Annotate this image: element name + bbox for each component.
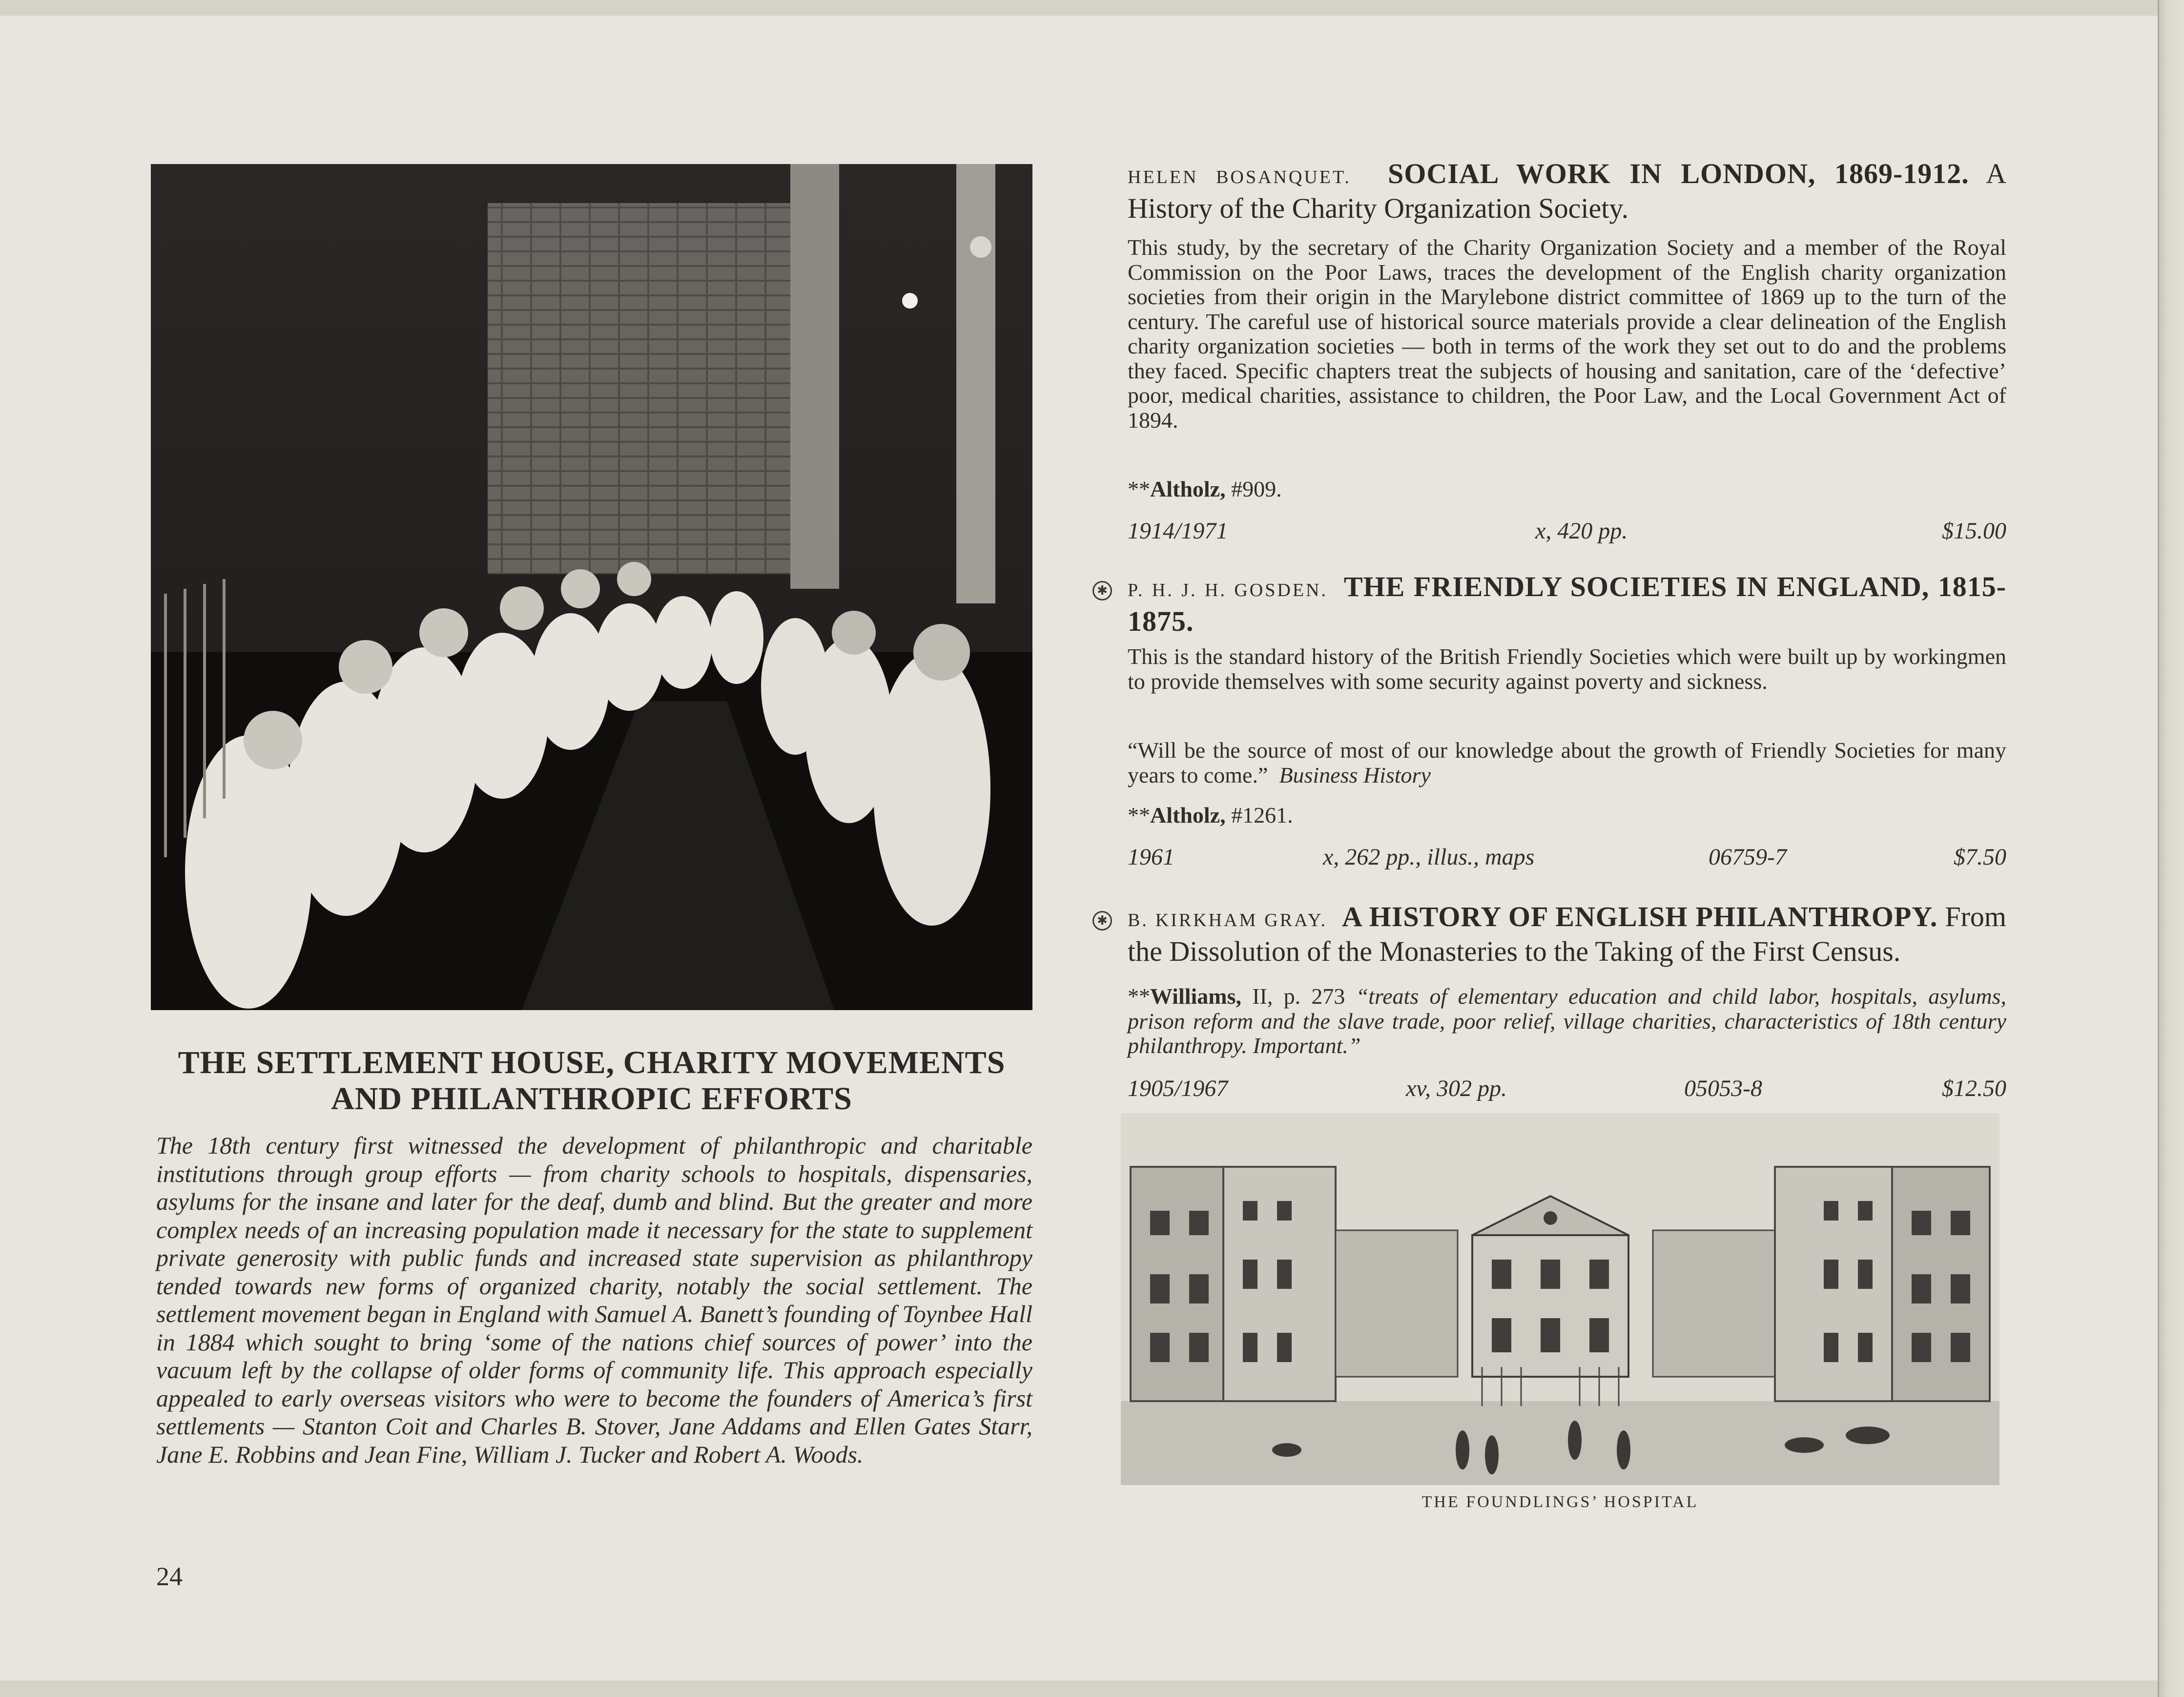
entry-2-isbn: 06759-7	[1709, 844, 1787, 870]
children-praying-photo	[151, 164, 1032, 1010]
entry-3-isbn: 05053-8	[1684, 1076, 1762, 1101]
entry-1-price: $15.00	[1942, 518, 2006, 544]
entry-2-pages: x, 262 pp., illus., maps	[1323, 844, 1535, 870]
entry-3-price: $12.50	[1942, 1076, 2006, 1101]
entry-1-publication-row	[1128, 517, 2006, 545]
entry-3-heading	[1128, 901, 2006, 967]
entry-3-publication-row	[1128, 1075, 2006, 1102]
section-intro-text: The 18th century first witnessed the development of philanthropic and charitable institutions through group efforts — from charity schools to hospitals, dispensaries, asylums for the insane and later for the deaf, dumb and blind. But the greater and more complex needs of an increasing population made it necessary for the state to supplement private generosity with public funds and increased state supervision as philanthropy tended towards new forms of organized charity, notably the social settlement. The settlement movement began in England with Samuel A. Banett’s founding of Toynbee Hall in 1884 which sought to bring ‘some of the nations chief sources of power’ into the vacuum left by the collapse of older forms of community life. This approach especially appealed to early overseas visitors who were to become the founders of America’s first settlements — Stanton Coit and Charles B. Stover, Jane Addams and Ellen Gates Starr, Jane E. Robbins and Jean Fine, William J. Tucker and Robert A. Woods.	[156, 1132, 1032, 1468]
page-number: 24	[156, 1562, 183, 1591]
entry-1-reference: **Altholz, #909.	[1128, 476, 1282, 501]
entry-1-author: HELEN BOSANQUET.	[1128, 167, 1351, 187]
entry-2-publication-row	[1128, 844, 2006, 871]
entry-3-reference: **Williams, II, p. 273 “treats of elementary education and child labor, hospitals, asylums, prison reform and the slave trade, poor relief, village charities, characteristics of 18th century philanthropy. Important.”	[1128, 984, 2007, 1058]
entry-2-price: $7.50	[1954, 844, 2006, 870]
foundlings-hospital-engraving	[1121, 1113, 1999, 1485]
entry-2-description: This is the standard history of the British Friendly Societies which were built up by workingmen to provide themselves with some security against poverty and sickness.	[1128, 644, 2006, 694]
entry-2-author: P. H. J. H. GOSDEN.	[1128, 580, 1328, 600]
new-title-marker-icon: ✱	[1092, 911, 1112, 931]
entry-2-quote: “Will be the source of most of our knowledge about the growth of Friendly Societies for many years to come.”	[1128, 738, 2006, 787]
entry-2-heading	[1128, 571, 2006, 637]
entry-1-heading	[1128, 158, 2006, 224]
section-title	[151, 1045, 1032, 1117]
entry-1-year: 1914/1971	[1128, 518, 1228, 544]
entry-1-subtitle: A History of the Charity Organization Society.	[1128, 158, 2007, 224]
entry-3-reference-quote: “treats of elementary education and child labor, hospitals, asylums, prison reform and the slave trade, poor relief, village charities, characteristics of 18th century philanthropy. Important.”	[1128, 984, 2007, 1058]
entry-1-title: SOCIAL WORK IN LONDON, 1869-1912.	[1387, 158, 1969, 189]
entry-2-title: THE FRIENDLY SOCIETIES IN ENGLAND, 1815-1875.	[1128, 571, 2007, 637]
entry-2-year: 1961	[1128, 844, 1174, 870]
page-edge	[2158, 0, 2184, 1697]
entry-1-description: This study, by the secretary of the Charity Organization Society and a member of the Royal Commission on the Poor Laws, traces the development of the English charity organization societies from their origin in the Marylebone district committee of 1869 up to the turn of the century. The careful use of historical source materials provide a clear delineation of the English charity organization societies — both in terms of the work they set out to do and the problems they faced. Specific chapters treat the subjects of housing and sanitation, care of the ‘defective’ poor, medical charities, assistance to children, the Poor Law, and the Local Government Act of 1894.	[1128, 235, 2006, 433]
section-title-line1: THE SETTLEMENT HOUSE, CHARITY MOVEMENTS	[178, 1045, 1006, 1080]
entry-2-review	[1128, 738, 2006, 787]
engraving-caption: THE FOUNDLINGS’ HOSPITAL	[1422, 1493, 1699, 1511]
entry-3-year: 1905/1967	[1128, 1076, 1228, 1101]
entry-3-author: B. KIRKHAM GRAY.	[1128, 910, 1328, 931]
entry-3-pages: xv, 302 pp.	[1406, 1076, 1507, 1101]
entry-3-title: A HISTORY OF ENGLISH PHILANTHROPY.	[1342, 901, 1938, 932]
entry-1-pages: x, 420 pp.	[1535, 518, 1628, 544]
entry-2-quote-source: Business History	[1279, 762, 1431, 787]
section-title-line2: AND PHILANTHROPIC EFFORTS	[331, 1081, 852, 1117]
entry-2-reference: **Altholz, #1261.	[1128, 803, 1293, 828]
entry-3-subtitle: From the Dissolution of the Monasteries to the Taking of the First Census.	[1128, 901, 2006, 967]
new-title-marker-icon: ✱	[1092, 581, 1112, 600]
